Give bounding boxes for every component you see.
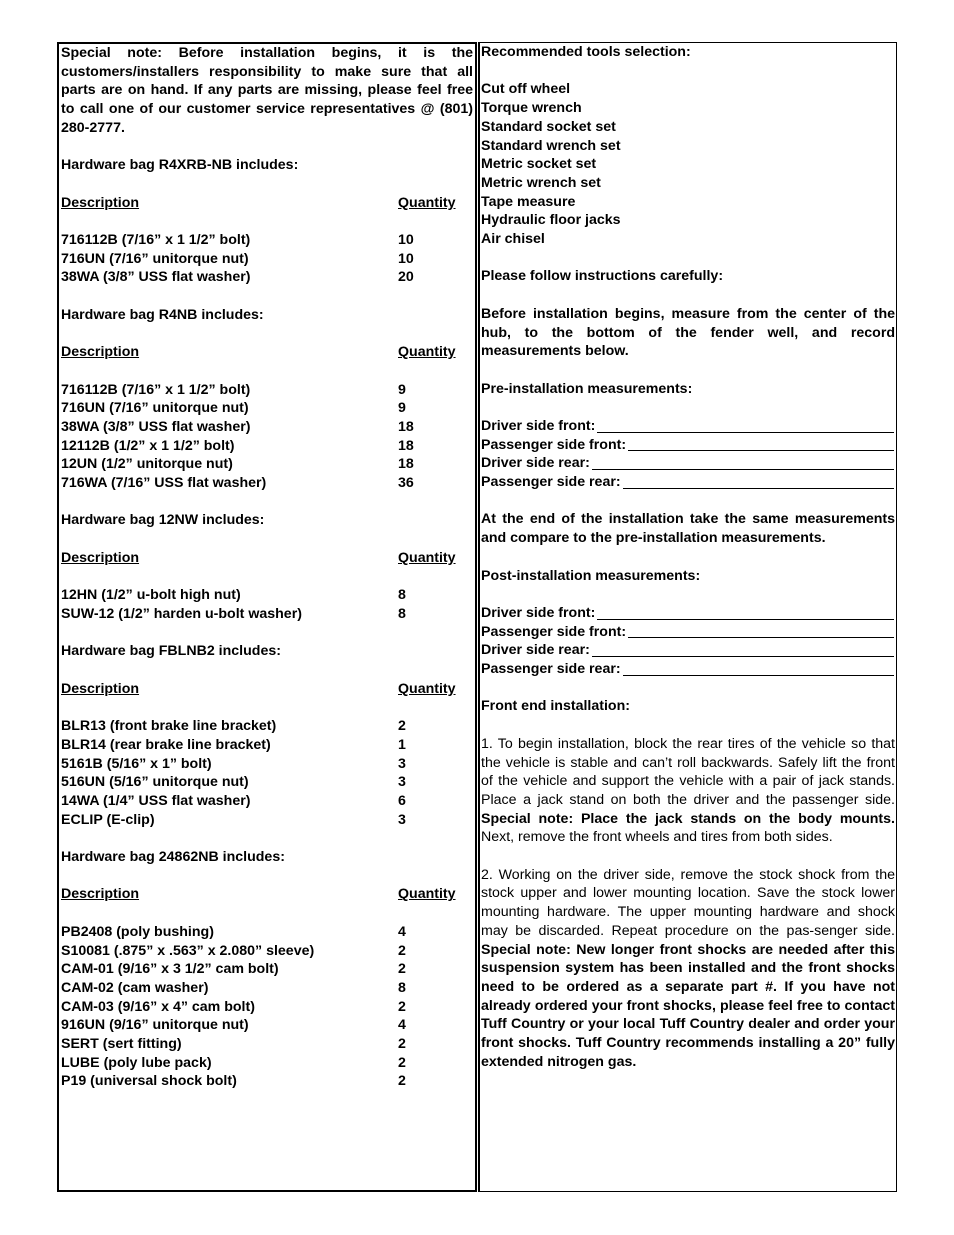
column-headers xyxy=(61,194,473,213)
tool-item: Cut off wheel xyxy=(481,81,571,98)
quantity-header: Quantity xyxy=(398,680,456,697)
tool-item: Standard wrench set xyxy=(481,137,621,154)
list-item: 12112B (1/2” x 1 1/2” bolt) 18 xyxy=(61,437,414,454)
list-item: P19 (universal shock bolt) 2 xyxy=(61,1073,406,1090)
pre-install-title: Pre-installation measurements: xyxy=(481,380,693,397)
list-item: LUBE (poly lube pack) 2 xyxy=(61,1054,406,1071)
list-item: S10081 (.875” x .563” x 2.080” sleeve) 2 xyxy=(61,942,406,959)
bag-title: Hardware bag R4XRB-NB includes: xyxy=(61,157,299,174)
bag-title: Hardware bag R4NB includes: xyxy=(61,306,264,323)
list-item: 12UN (1/2” unitorque nut) 18 xyxy=(61,456,414,473)
list-item: BLR14 (rear brake line bracket) 1 xyxy=(61,736,406,753)
list-item: SUW-12 (1/2” harden u-bolt washer) 8 xyxy=(61,605,406,622)
quantity-header: Quantity xyxy=(398,886,456,903)
measurement-line[interactable]: Passenger side front: xyxy=(481,436,895,455)
special-note: Special note: Before installation begins, it is the customers/installers responsibility to make sure that all parts are on hand. If any parts are missing, please feel free to call one of our customer service representatives @ (801) 280-2777. xyxy=(61,45,473,136)
bag-title: Hardware bag 24862NB includes: xyxy=(61,849,285,866)
tool-item: Standard socket set xyxy=(481,118,616,135)
instructions-column xyxy=(478,42,897,1192)
bag-title: Hardware bag FBLNB2 includes: xyxy=(61,643,281,660)
list-item: PB2408 (poly bushing) 4 xyxy=(61,923,406,940)
list-item: CAM-02 (cam washer) 8 xyxy=(61,979,406,996)
list-item: 38WA (3/8” USS flat washer) 18 xyxy=(61,418,414,435)
quantity-header: Quantity xyxy=(398,194,456,211)
tool-item: Air chisel xyxy=(481,231,545,248)
description-header: Description xyxy=(61,194,140,211)
quantity-header: Quantity xyxy=(398,344,456,361)
quantity-header: Quantity xyxy=(398,549,456,566)
follow-instructions: Please follow instructions carefully: xyxy=(481,268,724,285)
list-item: 716UN (7/16” unitorque nut) 9 xyxy=(61,400,406,417)
before-install-text: Before installation begins, measure from the center of the hub, to the bottom of the fender well, and record measurements below. xyxy=(481,305,895,360)
list-item: ECLIP (E-clip) 3 xyxy=(61,811,406,828)
step-2: 2. Working on the driver side, remove the stock shock from the stock upper and lower mounting location. Save the stock lower mounting hardware. The upper mounting hardware and shock may be discarded. Repeat procedure on the pas-senger side. Special note: New longer front shocks are needed after this suspension system has been installed and the front shocks need to be ordered as a separate part #. If you have not already ordered your front shocks, please feel free to contact Tuff Country or your local Tuff Country dealer and order your front shocks. Tuff Country recommends installing a 20” fully extended nitrogen gas. xyxy=(481,866,895,1070)
measurement-line[interactable]: Driver side rear: xyxy=(481,454,895,473)
front-end-title: Front end installation: xyxy=(481,698,630,715)
column-headers xyxy=(61,885,473,904)
list-item: CAM-03 (9/16” x 4” cam bolt) 2 xyxy=(61,998,406,1015)
measurement-line[interactable]: Passenger side rear: xyxy=(481,473,895,492)
list-item: 916UN (9/16” unitorque nut) 4 xyxy=(61,1017,406,1034)
list-item: 716WA (7/16” USS flat washer) 36 xyxy=(61,475,414,492)
measurement-line[interactable]: Passenger side front: xyxy=(481,623,895,642)
list-item: 14WA (1/4” USS flat washer) 6 xyxy=(61,792,406,809)
description-header: Description xyxy=(61,886,140,903)
list-item: CAM-01 (9/16” x 3 1/2” cam bolt) 2 xyxy=(61,961,406,978)
list-item: 716112B (7/16” x 1 1/2” bolt) 9 xyxy=(61,381,406,398)
column-headers xyxy=(61,680,473,699)
post-install-title: Post-installation measurements: xyxy=(481,567,701,584)
description-header: Description xyxy=(61,549,140,566)
document-frame xyxy=(57,42,897,1192)
measurement-line[interactable]: Driver side rear: xyxy=(481,641,895,660)
post-install-compare-text: At the end of the installation take the same measurements and compare to the pre-installation measurements. xyxy=(481,511,895,547)
list-item: 716UN (7/16” unitorque nut) 10 xyxy=(61,250,414,267)
list-item: 12HN (1/2” u-bolt high nut) 8 xyxy=(61,587,406,604)
list-item: BLR13 (front brake line bracket) 2 xyxy=(61,718,406,735)
measurement-line[interactable]: Driver side front: xyxy=(481,417,895,436)
description-header: Description xyxy=(61,680,140,697)
tool-item: Metric wrench set xyxy=(481,174,601,191)
list-item: 516UN (5/16” unitorque nut) 3 xyxy=(61,774,406,791)
column-headers xyxy=(61,343,473,362)
parts-column xyxy=(57,42,477,1192)
measurement-line[interactable]: Passenger side rear: xyxy=(481,660,895,679)
bag-title: Hardware bag 12NW includes: xyxy=(61,512,265,529)
column-headers xyxy=(61,549,473,568)
tool-item: Metric socket set xyxy=(481,156,597,173)
list-item: 38WA (3/8” USS flat washer) 20 xyxy=(61,269,414,286)
measurement-line[interactable]: Driver side front: xyxy=(481,604,895,623)
tool-item: Torque wrench xyxy=(481,100,582,117)
description-header: Description xyxy=(61,344,140,361)
tools-title: Recommended tools selection: xyxy=(481,44,691,60)
list-item: 5161B (5/16” x 1” bolt) 3 xyxy=(61,755,406,772)
tool-item: Tape measure xyxy=(481,193,576,210)
list-item: 716112B (7/16” x 1 1/2” bolt) 10 xyxy=(61,231,414,248)
list-item: SERT (sert fitting) 2 xyxy=(61,1036,406,1053)
step-1: 1. To begin installation, block the rear tires of the vehicle so that the vehicle is stable and can’t roll backwards. Safely lift the front of the vehicle and support the vehicle with a pair of jack stands. Place a jack stand on both the driver and the passenger side. Special note: Place the jack stands on the body mounts. Next, remove the front wheels and tires from both sides. xyxy=(481,735,895,846)
tool-item: Hydraulic floor jacks xyxy=(481,212,621,229)
